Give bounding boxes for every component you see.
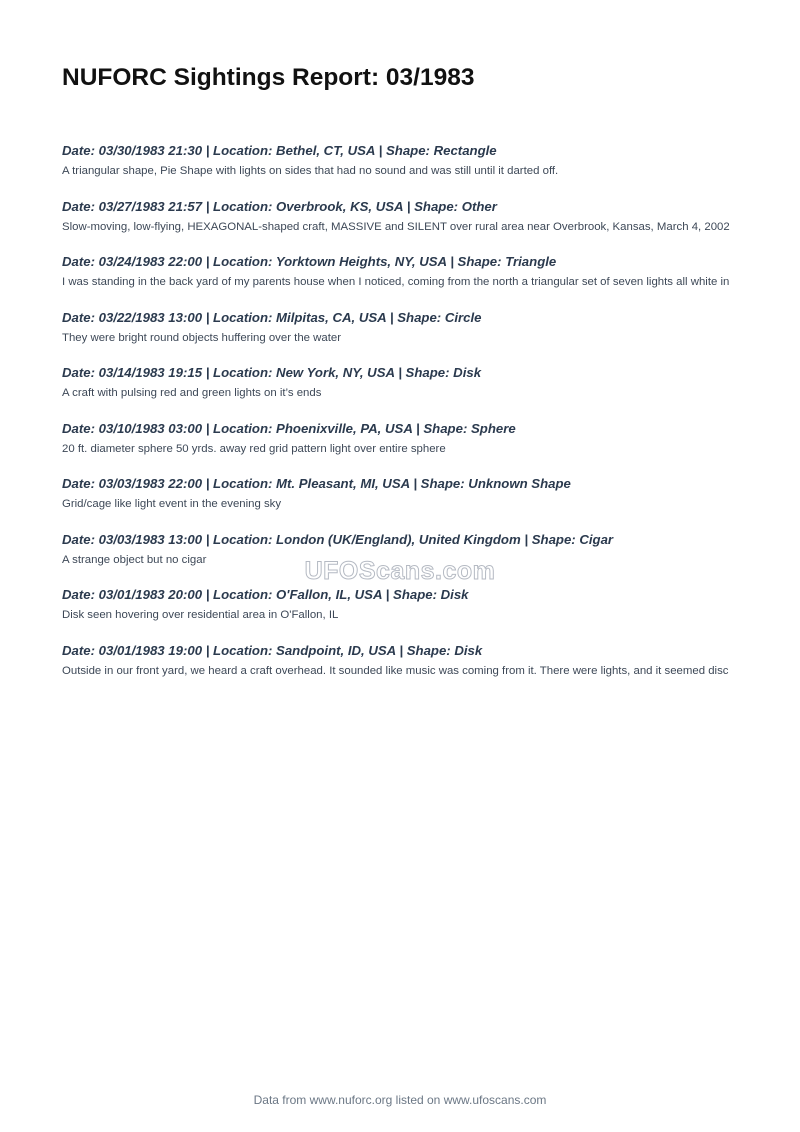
page-title: NUFORC Sightings Report: 03/1983 <box>62 64 475 91</box>
sighting-entry <box>62 531 738 569</box>
sighting-description: Slow-moving, low-flying, HEXAGONAL-shaped craft, MASSIVE and SILENT over rural area near Overbrook, Kansas, March 4, 2002 <box>62 220 730 233</box>
sighting-description: Disk seen hovering over residential area in O'Fallon, IL <box>62 609 339 621</box>
sighting-header: Date: 03/14/1983 19:15 | Location: New York, NY, USA | Shape: Disk <box>62 365 482 380</box>
sighting-description: A triangular shape, Pie Shape with lights on sides that had no sound and was still until it darted off. <box>62 165 559 177</box>
sighting-header: Date: 03/01/1983 20:00 | Location: O'Fallon, IL, USA | Shape: Disk <box>62 587 469 602</box>
sighting-header: Date: 03/30/1983 21:30 | Location: Bethel, CT, USA | Shape: Rectangle <box>62 143 497 158</box>
sighting-entry <box>62 253 738 291</box>
sighting-header: Date: 03/27/1983 21:57 | Location: Overbrook, KS, USA | Shape: Other <box>62 198 497 214</box>
sighting-entry <box>62 142 738 180</box>
sighting-header: Date: 03/03/1983 13:00 | Location: London (UK/England), United Kingdom | Shape: Cigar <box>62 531 614 547</box>
sighting-header: Date: 03/22/1983 13:00 | Location: Milpitas, CA, USA | Shape: Circle <box>62 309 482 325</box>
watermark: UFOScans.com <box>304 557 496 585</box>
sighting-entry <box>62 475 738 513</box>
sighting-entry <box>62 198 738 236</box>
sighting-description: Outside in our front yard, we heard a craft overhead. It sounded like music was coming from it. There were lights, and it seemed disc <box>62 664 729 677</box>
sighting-description: 20 ft. diameter sphere 50 yrds. away red grid pattern light over entire sphere <box>62 442 446 455</box>
sighting-entry <box>62 642 738 680</box>
sighting-description: A craft with pulsing red and green lights on it’s ends <box>62 387 322 399</box>
sighting-description: Grid/cage like light event in the evening sky <box>62 498 282 510</box>
sighting-entry <box>62 586 738 624</box>
sighting-description: They were bright round objects huffering over the water <box>62 331 342 344</box>
sighting-header: Date: 03/01/1983 19:00 | Location: Sandpoint, ID, USA | Shape: Disk <box>62 642 483 658</box>
sighting-entry <box>62 364 738 402</box>
sighting-description: A strange object but no cigar <box>62 553 207 566</box>
sighting-description: I was standing in the back yard of my parents house when I noticed, coming from the north a triangular set of seven lights all white in <box>62 276 730 288</box>
footer-credit: Data from www.nuforc.org listed on www.ufoscans.com <box>253 1093 547 1107</box>
sighting-header: Date: 03/03/1983 22:00 | Location: Mt. Pleasant, MI, USA | Shape: Unknown Shape <box>62 476 571 491</box>
sighting-entry <box>62 420 738 458</box>
sightings-list <box>62 142 738 697</box>
sighting-header: Date: 03/10/1983 03:00 | Location: Phoenixville, PA, USA | Shape: Sphere <box>62 420 516 436</box>
sighting-entry <box>62 309 738 347</box>
sighting-header: Date: 03/24/1983 22:00 | Location: Yorktown Heights, NY, USA | Shape: Triangle <box>62 254 557 269</box>
